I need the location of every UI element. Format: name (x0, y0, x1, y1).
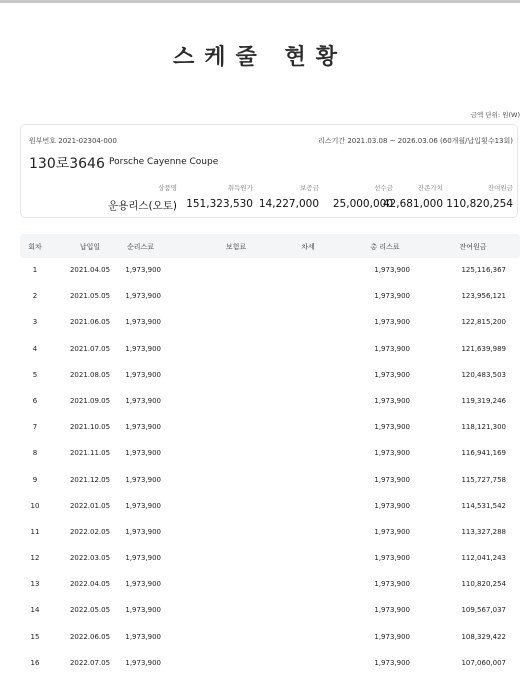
payment-date-cell: 2022.04.05 (69, 580, 111, 589)
table-row (20, 284, 520, 310)
remaining-principal-cell: 114,531,542 (461, 501, 506, 510)
table-row (20, 598, 520, 624)
payment-date-cell: 2022.05.05 (69, 606, 111, 615)
net-lease-fee-cell: 1,973,900 (125, 527, 161, 536)
payment-date-cell: 2021.07.05 (69, 344, 111, 353)
remaining-principal-cell: 118,121,300 (461, 423, 506, 432)
top-border (0, 0, 520, 3)
table-row (20, 363, 520, 389)
header-total-lease-fee: 총 리스료 (370, 243, 400, 251)
net-lease-fee-cell: 1,973,900 (125, 632, 161, 641)
total-lease-fee-cell: 1,973,900 (374, 266, 410, 274)
table-row (20, 389, 520, 415)
total-lease-fee-cell: 1,973,900 (374, 580, 410, 589)
summary-acquisition-cost (186, 183, 253, 210)
payment-date-cell: 2022.06.05 (69, 632, 111, 641)
vehicle-plate: 130로3646 (29, 156, 105, 172)
payment-date-cell: 2021.08.05 (69, 370, 111, 379)
total-lease-fee-cell: 1,973,900 (374, 527, 410, 536)
remaining-principal-cell: 125,116,367 (461, 266, 506, 274)
remaining-principal-cell: 121,639,989 (461, 344, 506, 353)
payment-date-cell: 2021.06.05 (69, 318, 111, 327)
net-lease-fee-cell: 1,973,900 (125, 318, 161, 327)
installment-no-cell: 11 (30, 527, 40, 536)
total-lease-fee-cell: 1,973,900 (374, 475, 410, 484)
payment-date-cell: 2022.02.05 (69, 527, 111, 536)
total-lease-fee-cell: 1,973,900 (374, 632, 410, 641)
remaining-principal-cell: 112,041,243 (461, 554, 506, 563)
summary-label: 취득원가 (227, 184, 253, 192)
total-lease-fee-cell: 1,973,900 (374, 606, 410, 615)
remaining-principal-cell: 116,941,169 (461, 449, 506, 458)
total-lease-fee-cell: 1,973,900 (374, 370, 410, 379)
summary-product (108, 183, 177, 213)
installment-no-cell: 9 (32, 475, 38, 484)
installment-no-cell: 10 (30, 501, 40, 510)
summary-label: 선수금 (374, 184, 393, 192)
summary-value: 14,227,000 (258, 198, 319, 210)
net-lease-fee-cell: 1,973,900 (125, 396, 161, 405)
summary-label: 잔존가치 (417, 184, 443, 192)
net-lease-fee-cell: 1,973,900 (125, 292, 161, 301)
remaining-principal-cell: 113,327,288 (461, 527, 506, 536)
table-row (20, 310, 520, 336)
total-lease-fee-cell: 1,973,900 (374, 658, 410, 667)
table-row (20, 546, 520, 572)
summary-label: 잔여원금 (487, 184, 513, 192)
remaining-principal-cell: 123,956,121 (461, 292, 506, 301)
payment-date-cell: 2022.01.05 (69, 501, 111, 510)
total-lease-fee-cell: 1,973,900 (374, 423, 410, 432)
summary-residual-value (383, 183, 443, 210)
summary-value: 110,820,254 (446, 198, 513, 210)
table-row (20, 258, 520, 284)
payment-date-cell: 2021.12.05 (69, 475, 111, 484)
remaining-principal-cell: 109,567,037 (461, 606, 506, 615)
installment-no-cell: 4 (32, 344, 38, 353)
installment-no-cell: 13 (30, 580, 40, 589)
schedule-table-body (20, 258, 520, 677)
summary-value: 운용리스(오토) (107, 200, 177, 212)
net-lease-fee-cell: 1,973,900 (125, 580, 161, 589)
remaining-principal-cell: 120,483,503 (461, 370, 506, 379)
installment-no-cell: 16 (30, 658, 40, 667)
installment-no-cell: 1 (32, 266, 38, 274)
summary-remaining-principal (446, 183, 513, 210)
header-difference: 차세 (301, 243, 315, 251)
installment-no-cell: 2 (32, 292, 38, 301)
summary-label: 상품명 (158, 184, 177, 192)
installment-no-cell: 5 (32, 370, 38, 379)
summary-value: 42,681,000 (382, 198, 443, 210)
remaining-principal-cell: 115,727,758 (461, 475, 506, 484)
table-row (20, 468, 520, 494)
table-row (20, 520, 520, 546)
table-row (20, 337, 520, 363)
summary-value: 25,000,000 (332, 198, 393, 210)
remaining-principal-cell: 108,329,422 (461, 632, 506, 641)
header-installment-no: 회차 (28, 243, 42, 251)
header-insurance: 보험료 (225, 243, 247, 251)
remaining-principal-cell: 122,815,200 (461, 318, 506, 327)
net-lease-fee-cell: 1,973,900 (125, 344, 161, 353)
remaining-principal-cell: 119,319,246 (461, 396, 506, 405)
payment-date-cell: 2022.07.05 (69, 658, 111, 667)
page-title: 스케줄 현황 (173, 45, 347, 70)
payment-date-cell: 2021.04.05 (69, 266, 111, 274)
total-lease-fee-cell: 1,973,900 (374, 449, 410, 458)
installment-no-cell: 8 (32, 449, 38, 458)
total-lease-fee-cell: 1,973,900 (374, 554, 410, 563)
currency-unit-note: 금액 단위: 원(W) (470, 111, 520, 119)
header-remaining-principal: 잔여원금 (459, 243, 487, 251)
payment-date-cell: 2022.03.05 (69, 554, 111, 563)
remaining-principal-cell: 110,820,254 (461, 580, 506, 589)
contract-number: 원부번호 2021-02304-000 (29, 137, 117, 145)
summary-label: 보증금 (300, 184, 319, 192)
installment-no-cell: 6 (32, 396, 38, 405)
table-row (20, 651, 520, 677)
net-lease-fee-cell: 1,973,900 (125, 501, 161, 510)
net-lease-fee-cell: 1,973,900 (125, 449, 161, 458)
summary-value: 151,323,530 (186, 198, 253, 210)
summary-deposit (259, 183, 319, 210)
total-lease-fee-cell: 1,973,900 (374, 318, 410, 327)
table-row (20, 494, 520, 520)
total-lease-fee-cell: 1,973,900 (374, 396, 410, 405)
table-row (20, 415, 520, 441)
table-row (20, 625, 520, 651)
schedule-table (20, 234, 520, 677)
installment-no-cell: 7 (32, 423, 38, 432)
total-lease-fee-cell: 1,973,900 (374, 344, 410, 353)
payment-date-cell: 2021.10.05 (69, 423, 111, 432)
vehicle-model: Porsche Cayenne Coupe (109, 157, 219, 167)
header-net-lease-fee: 순리스료 (126, 243, 155, 251)
header-payment-date: 납입일 (79, 243, 101, 251)
net-lease-fee-cell: 1,973,900 (125, 423, 161, 432)
net-lease-fee-cell: 1,973,900 (125, 606, 161, 615)
net-lease-fee-cell: 1,973,900 (125, 266, 161, 274)
net-lease-fee-cell: 1,973,900 (125, 370, 161, 379)
installment-no-cell: 15 (30, 632, 40, 641)
payment-date-cell: 2021.11.05 (69, 449, 111, 458)
installment-no-cell: 12 (30, 554, 40, 563)
contract-summary-card (20, 124, 518, 218)
total-lease-fee-cell: 1,973,900 (374, 501, 410, 510)
table-row (20, 441, 520, 467)
remaining-principal-cell: 107,060,007 (461, 658, 506, 667)
net-lease-fee-cell: 1,973,900 (125, 475, 161, 484)
net-lease-fee-cell: 1,973,900 (125, 554, 161, 563)
installment-no-cell: 3 (32, 318, 38, 327)
installment-no-cell: 14 (30, 606, 40, 615)
total-lease-fee-cell: 1,973,900 (374, 292, 410, 301)
payment-date-cell: 2021.05.05 (69, 292, 111, 301)
payment-date-cell: 2021.09.05 (69, 396, 111, 405)
schedule-table-header (20, 234, 520, 258)
table-row (20, 572, 520, 598)
lease-period: 리스기간 2021.03.08 ~ 2026.03.06 (60개월/납입횟수13회) (318, 137, 513, 145)
net-lease-fee-cell: 1,973,900 (125, 658, 161, 667)
